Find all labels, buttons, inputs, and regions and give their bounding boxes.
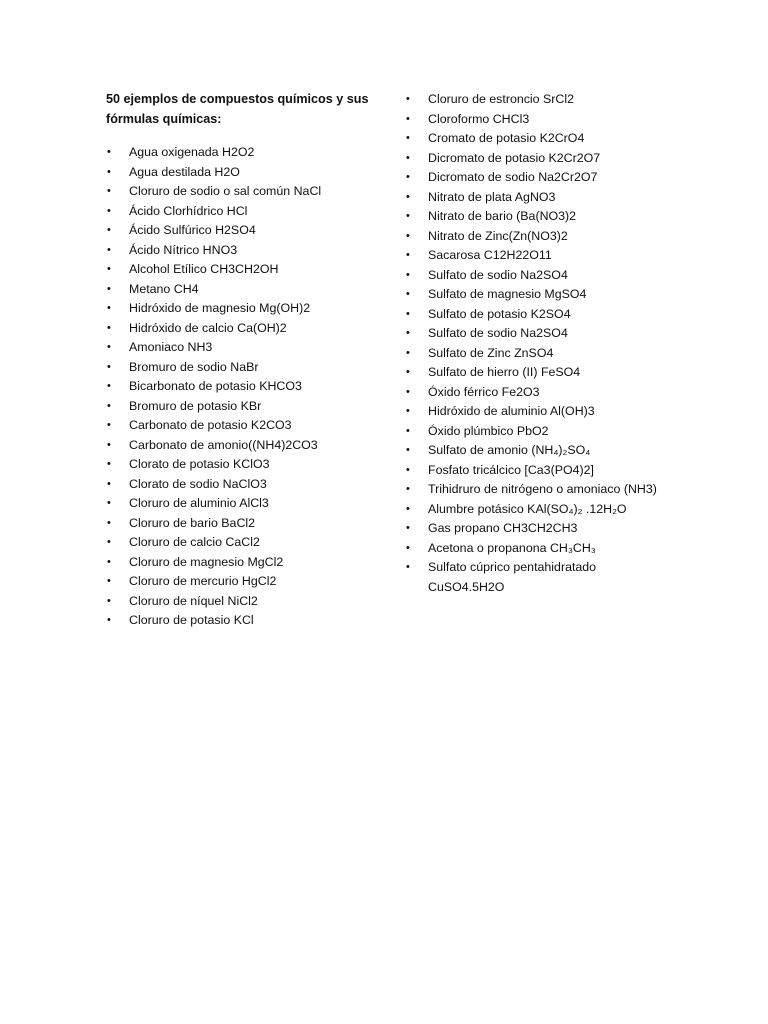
compound-label: Sacarosa C12H22O11 — [428, 248, 552, 262]
compound-label: Sulfato de magnesio MgSO4 — [428, 287, 587, 301]
list-item — [405, 207, 675, 227]
bullet-icon: • — [107, 477, 111, 490]
compound-label: Ácido Clorhídrico HCl — [129, 203, 248, 218]
document-title: 50 ejemplos de compuestos químicos y sus fórmulas químicas: — [106, 92, 369, 126]
list-item — [106, 436, 376, 456]
compound-label: Dicromato de potasio K2Cr2O7 — [428, 150, 601, 165]
compound-label: Agua destilada H2O — [129, 164, 240, 179]
bullet-icon: • — [107, 575, 111, 587]
compound-label: Sulfato de sodio Na2SO4 — [428, 267, 568, 282]
bullet-icon: • — [107, 302, 111, 314]
list-item — [405, 149, 675, 169]
list-item — [106, 221, 376, 241]
list-item — [405, 480, 675, 500]
list-item — [106, 338, 376, 358]
compound-label: Ácido Nítrico HNO3 — [129, 242, 238, 257]
list-item — [405, 383, 675, 403]
list-item — [106, 611, 376, 631]
list-item — [106, 592, 376, 612]
list-item — [405, 168, 675, 188]
bullet-icon: • — [107, 555, 111, 568]
left-column — [106, 90, 376, 631]
list-item — [405, 344, 675, 364]
list-item — [106, 455, 376, 475]
list-item — [106, 202, 376, 222]
list-item — [106, 553, 376, 573]
bullet-icon: • — [406, 366, 410, 378]
bullet-icon: • — [107, 282, 111, 295]
bullet-icon: • — [406, 327, 410, 339]
bullet-icon: • — [406, 229, 410, 242]
compound-label: Nitrato de Zinc(Zn(NO3)2 — [428, 228, 568, 243]
bullet-icon: • — [406, 210, 410, 222]
compound-label: Fosfato tricálcico [Ca3(PO4)2] — [428, 462, 594, 477]
bullet-icon: • — [406, 541, 410, 554]
list-item — [106, 182, 376, 202]
compound-label: Carbonato de amonio((NH4)2CO3 — [129, 437, 318, 452]
list-item — [106, 163, 376, 183]
list-item — [405, 227, 675, 247]
bullet-icon: • — [406, 288, 410, 300]
bullet-icon: • — [107, 360, 111, 373]
bullet-icon: • — [406, 151, 410, 164]
bullet-icon: • — [107, 536, 111, 548]
compound-label: Bicarbonato de potasio KHCO3 — [129, 379, 302, 393]
bullet-icon: • — [406, 346, 410, 359]
compound-label: Alumbre potásico KAl(SO₄)₂ .12H₂O — [428, 501, 627, 516]
compound-label: Óxido plúmbico PbO2 — [428, 423, 549, 438]
list-item — [405, 422, 675, 442]
compound-label: Agua oxigenada H2O2 — [129, 145, 255, 159]
list-item — [106, 319, 376, 339]
right-column — [405, 90, 675, 597]
compound-label: Sulfato de sodio Na2SO4 — [428, 326, 568, 340]
bullet-icon: • — [406, 93, 410, 105]
compound-label: Sulfato de potasio K2SO4 — [428, 306, 571, 321]
right-compound-list — [405, 90, 675, 597]
bullet-icon: • — [406, 522, 410, 534]
compound-label: Hidróxido de magnesio Mg(OH)2 — [129, 301, 311, 315]
compound-label: Carbonato de potasio K2CO3 — [129, 418, 292, 432]
list-item — [106, 416, 376, 436]
bullet-icon: • — [107, 594, 111, 607]
list-item — [405, 539, 675, 559]
bullet-icon: • — [406, 190, 410, 203]
bullet-icon: • — [406, 307, 410, 320]
list-item — [405, 90, 675, 110]
list-item — [106, 397, 376, 417]
compound-label: Nitrato de bario (Ba(NO3)2 — [428, 209, 577, 223]
bullet-icon: • — [406, 405, 410, 417]
list-item — [405, 266, 675, 286]
bullet-icon: • — [107, 380, 111, 392]
list-item — [405, 519, 675, 539]
list-item — [106, 260, 376, 280]
compound-label: Dicromato de sodio Na2Cr2O7 — [428, 170, 598, 184]
left-compound-list — [106, 143, 376, 631]
compound-label: Alcohol Etílico CH3CH2OH — [129, 262, 279, 276]
bullet-icon: • — [406, 561, 410, 573]
compound-label: Cloruro de aluminio AlCl3 — [129, 496, 269, 510]
compound-label: Cloruro de bario BaCl2 — [129, 515, 256, 530]
list-item — [106, 241, 376, 261]
compound-label: Cloruro de calcio CaCl2 — [129, 535, 260, 549]
bullet-icon: • — [107, 263, 111, 275]
bullet-icon: • — [406, 132, 410, 144]
bullet-icon: • — [107, 185, 111, 197]
list-item — [106, 377, 376, 397]
bullet-icon: • — [406, 483, 410, 495]
bullet-icon: • — [107, 204, 111, 217]
list-item — [106, 280, 376, 300]
list-item — [405, 246, 675, 266]
compound-label: Amoniaco NH3 — [129, 340, 213, 354]
list-item — [106, 143, 376, 163]
compound-label: Sulfato de hierro (II) FeSO4 — [428, 365, 581, 379]
list-item — [405, 188, 675, 208]
compound-label: Óxido férrico Fe2O3 — [428, 384, 540, 399]
list-item — [405, 558, 675, 597]
bullet-icon: • — [406, 463, 410, 476]
compound-label: Trihidruro de nitrógeno o amoniaco (NH3) — [428, 482, 657, 496]
list-item — [405, 285, 675, 305]
list-item — [106, 299, 376, 319]
compound-label: Clorato de potasio KClO3 — [129, 457, 270, 471]
compound-label: Cloruro de potasio KCl — [129, 613, 254, 627]
list-item — [405, 129, 675, 149]
list-item — [405, 305, 675, 325]
bullet-icon: • — [107, 243, 111, 256]
compound-label: Nitrato de plata AgNO3 — [428, 189, 556, 204]
bullet-icon: • — [107, 146, 111, 158]
list-item — [106, 358, 376, 378]
bullet-icon: • — [107, 399, 111, 412]
compound-label: Cloroformo CHCl3 — [428, 111, 530, 126]
bullet-icon: • — [406, 385, 410, 398]
compound-label: Hidróxido de calcio Ca(OH)2 — [129, 320, 287, 335]
bullet-icon: • — [107, 224, 111, 236]
bullet-icon: • — [107, 614, 111, 626]
compound-label: Clorato de sodio NaClO3 — [129, 476, 267, 491]
compound-label: Cloruro de sodio o sal común NaCl — [129, 184, 322, 198]
list-item — [106, 514, 376, 534]
compound-label: Cloruro de estroncio SrCl2 — [428, 92, 574, 106]
compound-label: Hidróxido de aluminio Al(OH)3 — [428, 404, 595, 418]
compound-label: Cloruro de magnesio MgCl2 — [129, 554, 284, 569]
bullet-icon: • — [406, 424, 410, 437]
bullet-icon: • — [107, 458, 111, 470]
bullet-icon: • — [107, 321, 111, 334]
list-item — [106, 475, 376, 495]
bullet-icon: • — [107, 419, 111, 431]
compound-label: Bromuro de potasio KBr — [129, 398, 262, 413]
list-item — [405, 324, 675, 344]
bullet-icon: • — [107, 165, 111, 178]
compound-label: Ácido Sulfúrico H2SO4 — [129, 223, 256, 237]
compound-label: Bromuro de sodio NaBr — [129, 359, 259, 374]
compound-label: Acetona o propanona CH₃CH₃ — [428, 540, 596, 555]
list-item — [405, 441, 675, 461]
bullet-icon: • — [406, 444, 410, 456]
bullet-icon: • — [406, 268, 410, 281]
list-item — [405, 461, 675, 481]
bullet-icon: • — [406, 249, 410, 261]
compound-label: Gas propano CH3CH2CH3 — [428, 521, 578, 535]
list-item — [405, 110, 675, 130]
list-item — [106, 572, 376, 592]
bullet-icon: • — [406, 502, 410, 515]
bullet-icon: • — [107, 341, 111, 353]
compound-label: Metano CH4 — [129, 281, 199, 296]
bullet-icon: • — [107, 516, 111, 529]
bullet-icon: • — [406, 112, 410, 125]
compound-label: Cromato de potasio K2CrO4 — [428, 131, 585, 145]
list-item — [405, 500, 675, 520]
list-item — [106, 533, 376, 553]
compound-label: Cloruro de níquel NiCl2 — [129, 593, 258, 608]
list-item — [405, 402, 675, 422]
compound-label: Sulfato de Zinc ZnSO4 — [428, 345, 554, 360]
bullet-icon: • — [107, 497, 111, 509]
compound-label: Cloruro de mercurio HgCl2 — [129, 574, 277, 588]
list-item — [405, 363, 675, 383]
bullet-icon: • — [107, 438, 111, 451]
bullet-icon: • — [406, 171, 410, 183]
compound-label: Sulfato de amonio (NH₄)₂SO₄ — [428, 443, 591, 457]
compound-label: Sulfato cúprico pentahidratado CuSO4.5H2O — [428, 560, 597, 594]
list-item — [106, 494, 376, 514]
